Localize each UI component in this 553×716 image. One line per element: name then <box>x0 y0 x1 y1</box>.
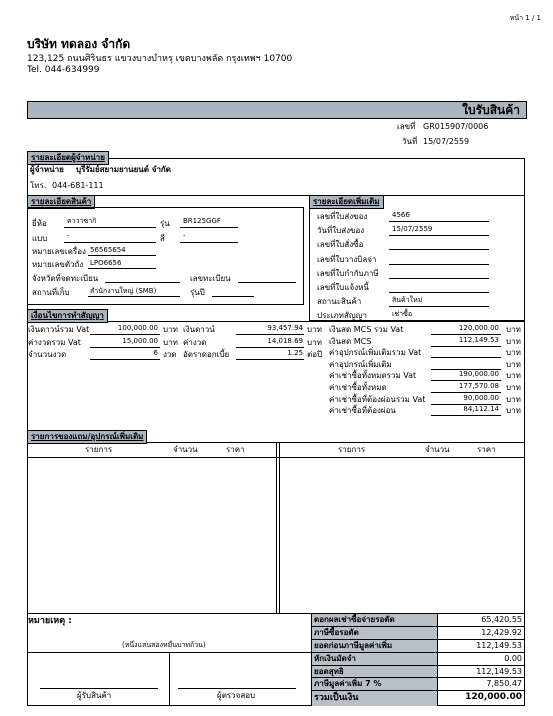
type-label: แบบ <box>32 234 48 243</box>
dealer-name: บุรีรัมย์สยามยานยนต์ จำกัด <box>76 165 171 174</box>
contract-mid-unit: บาท <box>307 337 322 347</box>
contract-left-unit: บาท <box>163 337 178 347</box>
gifts-col-item-right: รายการ <box>338 445 366 454</box>
gifts-col-item-left: รายการ <box>85 445 113 454</box>
contract-right-unit: บาท <box>506 348 521 358</box>
contract-right-label: ค่าเช่าซื้อทั้งหมด <box>329 383 387 392</box>
contract-right-value: 90,000.00 <box>463 393 499 402</box>
contract-right-unit: บาท <box>506 359 521 369</box>
gifts-col-price-right: ราคา <box>477 445 496 454</box>
extra-label: เลขที่ใบกำกับภาษี <box>317 268 379 278</box>
contract-mid-value: 1.25 <box>287 349 303 357</box>
contract-mid-label: อัตราดอกเบี้ย <box>183 350 230 359</box>
extra-section-header: รายละเอียดเพิ่มเติม <box>309 195 384 209</box>
dealer-section-header: รายละเอียดผู้จำหน่าย <box>27 151 109 165</box>
contract-right-unit: บาท <box>506 325 521 334</box>
extra-label: เลขที่ใบวางบิลจ่า <box>317 254 377 264</box>
gifts-col-qty-left: จำนวน <box>173 445 198 454</box>
doc-title-bar <box>27 101 527 119</box>
company-name: บริษัท ทดลอง จำกัด <box>27 37 131 51</box>
company-tel: Tel. 044-634999 <box>27 65 100 75</box>
dealer-phone-label: โทร. <box>30 181 47 190</box>
contract-left-unit: บาท <box>163 325 178 334</box>
province-label: จังหวัดที่จดทะเบียน <box>32 274 99 283</box>
contract-section-header: เงื่อนไขการทำสัญญา <box>27 309 108 323</box>
contract-right-unit: บาท <box>506 371 521 381</box>
contract-mid-label: เงินดาวน์ <box>183 325 215 334</box>
extra-label: วันที่ใบส่งของ <box>317 226 365 236</box>
page-number: หน้า 1 / 1 <box>509 14 541 22</box>
contract-right-label: ค่าเช่าซื้อที่ต้องผ่อน <box>329 406 396 416</box>
contract-right-label: ค่าเช่าซื้อทั้งหมดรวม Vat <box>329 371 417 381</box>
contract-right-label: เงินสด MCS <box>329 336 372 346</box>
total-value: 65,420.55 <box>481 615 522 624</box>
doc-number: GR015907/0006 <box>423 122 489 131</box>
checker-label: ผู้ตรวจสอบ <box>217 691 256 700</box>
contract-right-value: 177,570.08 <box>458 382 499 390</box>
gifts-col-qty-right: จำนวน <box>425 445 450 454</box>
doc-date: 15/07/2559 <box>423 137 470 146</box>
contract-right-label: ค่าอุปกรณ์เพิ่มเติม <box>329 359 392 369</box>
type-value: - <box>67 232 70 240</box>
extra-label: ประเภทสัญญา <box>317 311 367 321</box>
extra-label: เลขที่ใบสั่งซื้อ <box>317 240 364 250</box>
total-label: ยอดสุทธิ <box>312 666 437 677</box>
engine-label: หมายเลขเครื่อง <box>32 247 86 256</box>
total-label: หักเงินมัดจำ <box>312 653 437 665</box>
company-address: 123,125 ถนนศิรินธร แขวงบางบำหรุ เขตบางพลัด กรุงเทพฯ 10700 <box>27 54 293 64</box>
extra-value: เช่าซื้อ <box>392 310 413 319</box>
contract-left-value: 6 <box>153 349 158 357</box>
total-label: ดอกผลเช่าซื้อจ่ายรอตัด <box>312 614 437 626</box>
extra-label: เลขที่ใบส่งของ <box>317 212 368 221</box>
amount-in-words: (หนึ่งแสนสองหมื่นบาทถ้วน) <box>122 641 206 649</box>
total-value: 0.00 <box>504 654 522 663</box>
extra-value: สินค้าใหม่ <box>392 296 423 305</box>
gifts-section-header: รายการของแถม/อุปกรณ์เพิ่มเติม <box>27 430 147 444</box>
brand-label: ยี่ห้อ <box>32 219 47 228</box>
extra-label: เลขที่ใบแจ้งหนี้ <box>317 283 369 292</box>
color-label: สี <box>160 234 165 243</box>
contract-right-unit: บาท <box>506 394 521 404</box>
brand-value: คาวาซากิ <box>67 217 97 225</box>
contract-mid-value: 93,457.94 <box>267 324 303 332</box>
contract-mid-value: 14,018.69 <box>267 336 303 345</box>
total-label: ภาษีมูลค่าเพิ่ม 7 % <box>312 678 437 690</box>
engine-value: 56565654 <box>90 246 126 254</box>
model-label: รุ่น <box>160 219 170 228</box>
contract-left-value: 100,000.00 <box>117 324 158 332</box>
total-label: ภาษีซื้อรอตัด <box>312 627 437 639</box>
year-label: รุ่นปี <box>190 288 205 297</box>
total-value: 7,850.47 <box>486 679 522 688</box>
total-label: ยอดก่อนภาษีมูลค่าเพิ่ม <box>312 640 437 652</box>
chassis-value: LPO6656 <box>90 259 122 267</box>
contract-mid-label: ค่างวด <box>183 337 207 347</box>
model-value: BR125GGF <box>183 217 221 225</box>
contract-left-label: จำนวนงวด <box>28 350 67 359</box>
total-value: 12,429.92 <box>481 628 522 637</box>
total-value: 120,000.00 <box>465 692 522 702</box>
storage-label: สถานที่เก็บ <box>32 288 70 297</box>
contract-right-unit: บาท <box>506 383 521 392</box>
chassis-label: หมายเลขตัวถัง <box>32 260 84 269</box>
color-value: - <box>183 232 186 240</box>
regno-label: เลขทะเบียน <box>190 274 231 283</box>
extra-value: 4566 <box>392 211 410 219</box>
receiver-label: ผู้รับสินค้า <box>77 691 112 700</box>
contract-right-value: 120,000.00 <box>458 324 499 332</box>
contract-mid-unit: ต่อปี <box>307 350 323 359</box>
contract-right-value: 190,000.00 <box>458 370 499 379</box>
contract-left-label: ค่างวดรวม Vat <box>28 337 81 347</box>
contract-left-label: เงินดาวน์รวม Vat <box>28 325 90 334</box>
contract-left-value: 15,000.00 <box>122 336 158 345</box>
remark-label: หมายเหตุ : <box>28 616 72 626</box>
contract-right-unit: บาท <box>506 336 521 346</box>
contract-left-unit: งวด <box>163 350 177 359</box>
contract-right-label: ค่าเช่าซื้อที่ต้องผ่อนรวม Vat <box>329 394 426 404</box>
contract-right-value: 84,112.14 <box>463 405 499 414</box>
total-label: รวมเป็นเงิน <box>312 691 437 706</box>
doc-title: ใบรับสินค้า <box>462 103 520 117</box>
extra-label: สถานะสินค้า <box>317 297 362 307</box>
total-value: 112,149.53 <box>476 667 522 676</box>
extra-value: 15/07/2559 <box>392 225 433 234</box>
contract-right-label: ค่าอุปกรณ์เพิ่มเติมรวม Vat <box>329 348 422 358</box>
gifts-col-price-left: ราคา <box>226 445 245 454</box>
total-value: 112,149.53 <box>476 641 522 650</box>
contract-right-value: 112,149.53 <box>458 335 499 344</box>
dealer-name-label: ผู้จำหน่าย <box>30 165 64 174</box>
contract-right-label: เงินสด MCS รวม Vat <box>329 325 404 334</box>
product-section-header: รายละเอียดสินค้า <box>27 195 95 209</box>
storage-value: สำนักงานใหญ่ (SMB) <box>90 287 157 295</box>
dealer-phone: 044-681-111 <box>52 181 104 190</box>
contract-right-unit: บาท <box>506 406 521 416</box>
doc-number-label: เลขที่ <box>397 122 416 131</box>
doc-date-label: วันที่ <box>402 137 418 146</box>
contract-mid-unit: บาท <box>307 325 322 334</box>
